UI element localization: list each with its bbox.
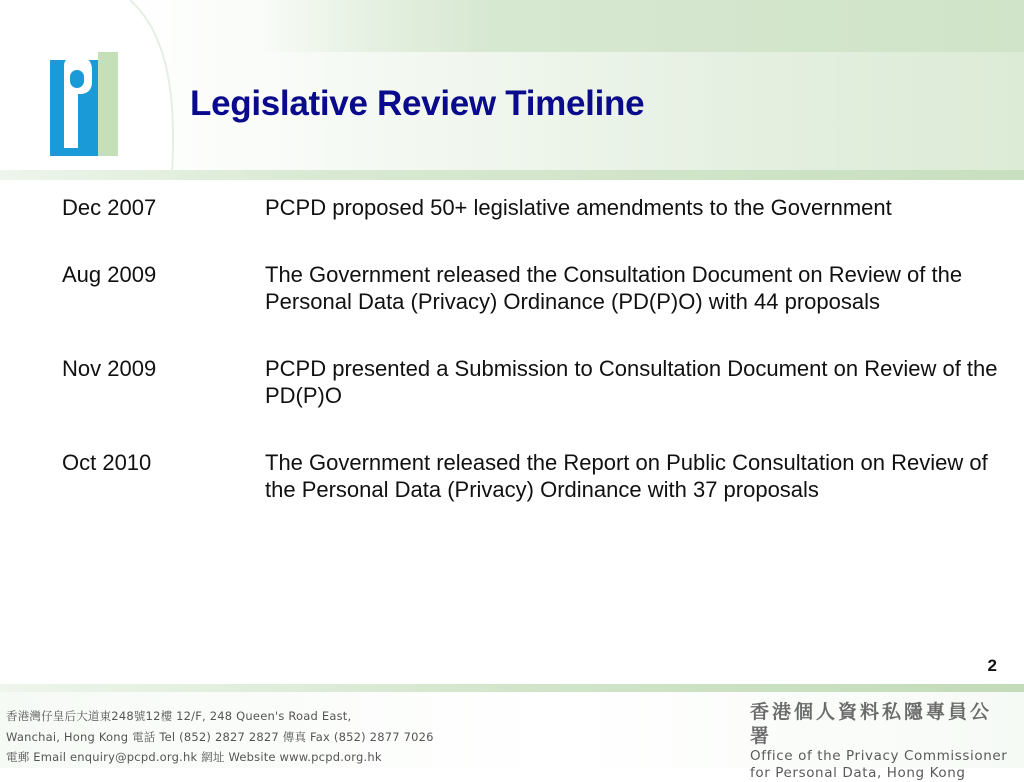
timeline-list — [62, 194, 1002, 543]
footer-rule — [0, 684, 1024, 692]
timeline-description: PCPD proposed 50+ legislative amendments to the Government — [265, 195, 892, 220]
footer-phone-line: Wanchai, Hong Kong 電話 Tel (852) 2827 2827 傳真 Fax (852) 2877 7026 — [6, 729, 434, 744]
timeline-date: Oct 2010 — [62, 449, 152, 475]
org-name-chinese: 香港個人資料私隱專員公署 — [750, 701, 993, 747]
footer-email-line: 電郵 Email enquiry@pcpd.org.hk 網址 Website www.pcpd.org.hk — [6, 750, 382, 764]
footer-address-line: 香港灣仔皇后大道東248號12樓 12/F, 248 Queen's Road East, — [6, 709, 352, 723]
timeline-entry — [62, 355, 1002, 410]
timeline-description: The Government released the Report on Public Consultation on Review of the Personal Data (Privacy) Ordinance with 37 proposals — [265, 449, 988, 502]
timeline-entry — [62, 261, 1002, 316]
timeline-entry — [62, 449, 1002, 504]
timeline-date: Dec 2007 — [62, 195, 157, 220]
timeline-entry — [62, 194, 1002, 222]
footer-contact-info — [6, 706, 434, 768]
footer-organization-name — [750, 700, 1012, 782]
timeline-description: PCPD presented a Submission to Consultation Document on Review of the PD(P)O — [265, 355, 998, 408]
pcpd-logo-icon — [46, 52, 122, 160]
page-number: 2 — [987, 656, 997, 675]
org-name-english-line1: Office of the Privacy Commissioner — [750, 748, 1008, 764]
org-name-english-line2: for Personal Data, Hong Kong — [750, 765, 966, 781]
timeline-date: Nov 2009 — [62, 355, 157, 381]
header-rule — [0, 170, 1024, 180]
timeline-description: The Government released the Consultation Document on Review of the Personal Data (Privacy) Ordinance (PD(P)O) with 44 proposals — [265, 261, 963, 314]
timeline-date: Aug 2009 — [62, 261, 157, 287]
page-title: Legislative Review Timeline — [190, 84, 645, 123]
